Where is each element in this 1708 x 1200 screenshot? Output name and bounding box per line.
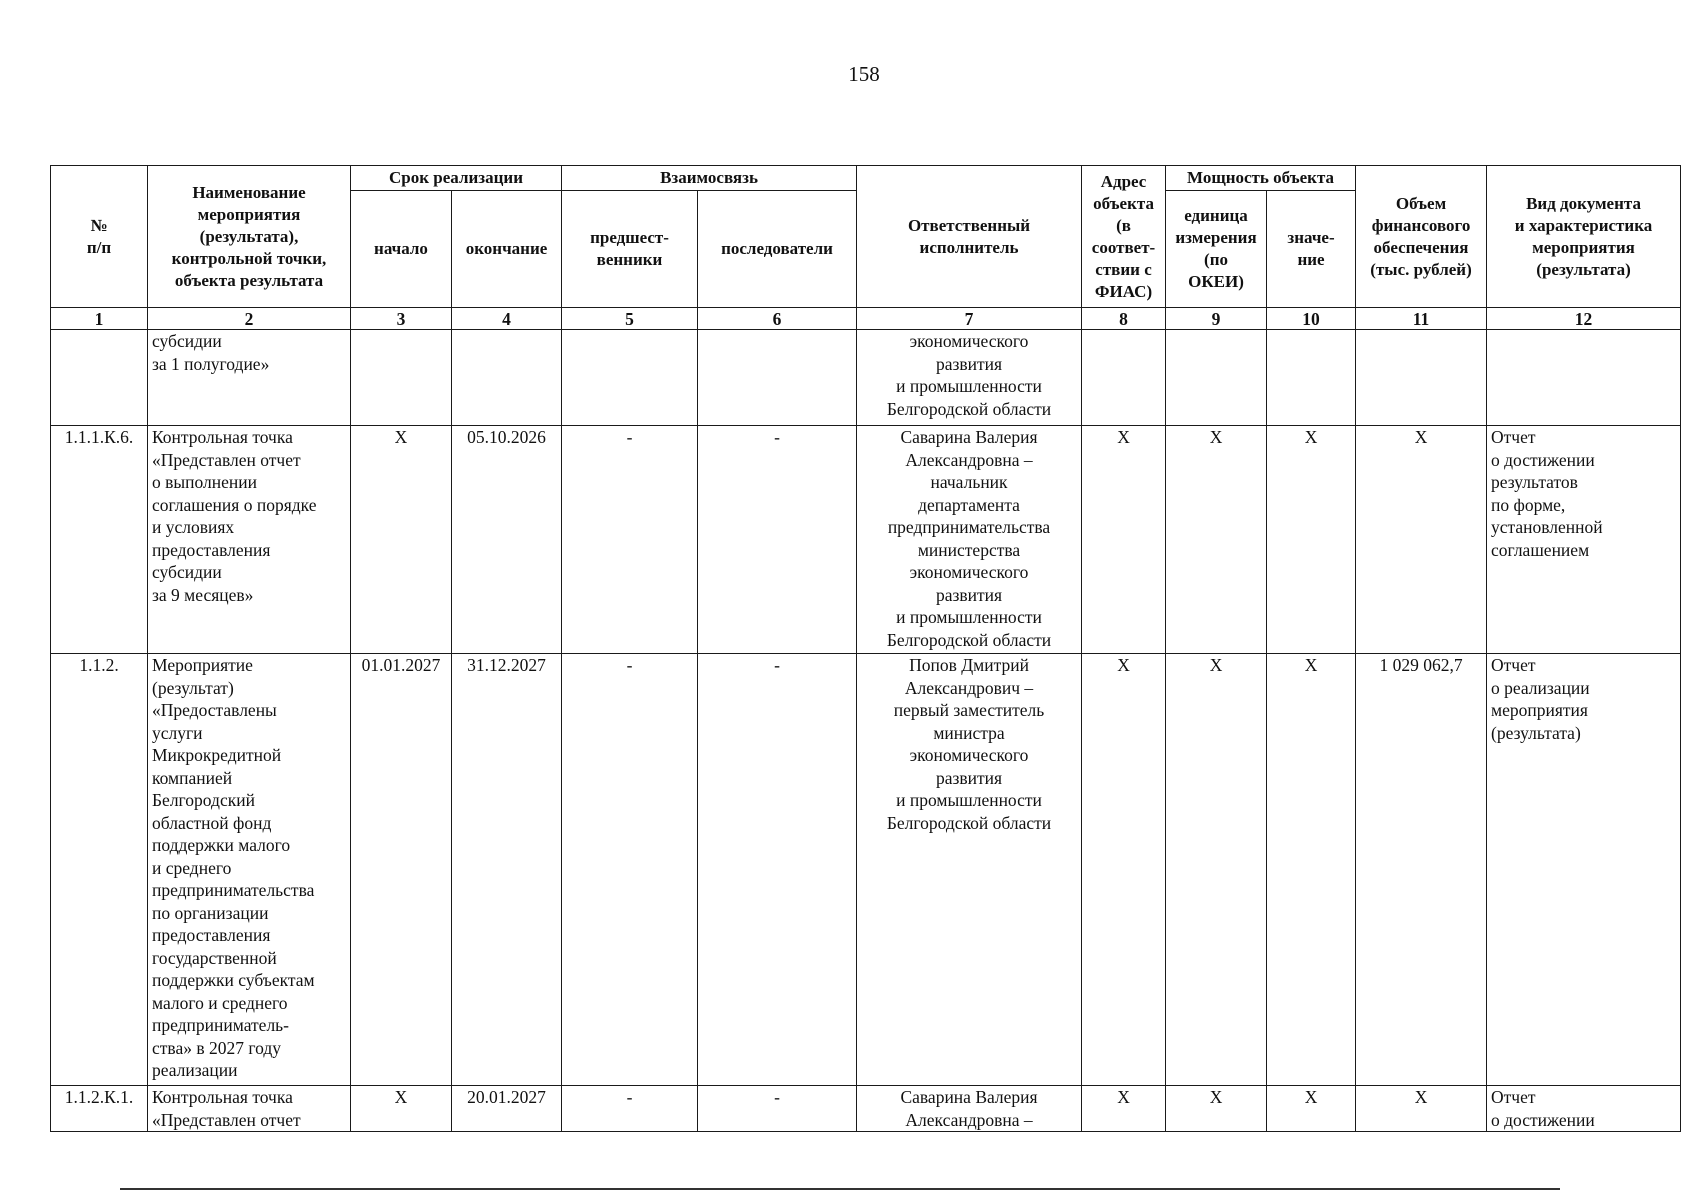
table-row xyxy=(51,330,1681,426)
row-address xyxy=(1082,330,1166,426)
row-predecessors xyxy=(562,330,698,426)
row-unit: X xyxy=(1166,1086,1267,1132)
row-successors: - xyxy=(698,1086,857,1132)
row-finance: 1 029 062,7 xyxy=(1356,654,1487,1086)
header-num: № п/п xyxy=(51,166,148,308)
row-name: Контрольная точка «Представлен отчет о выполнении соглашения о порядке и условиях предоставления субсидии за 9 месяцев» xyxy=(148,426,351,654)
row-num: 1.1.2.К.1. xyxy=(51,1086,148,1132)
row-predecessors: - xyxy=(562,654,698,1086)
row-start: X xyxy=(351,1086,452,1132)
row-address: X xyxy=(1082,1086,1166,1132)
header-predecessors: предшест- венники xyxy=(562,191,698,308)
row-num xyxy=(51,330,148,426)
row-num: 1.1.2. xyxy=(51,654,148,1086)
row-responsible: Саварина Валерия Александровна – xyxy=(857,1086,1082,1132)
header-responsible: Ответственный исполнитель xyxy=(857,166,1082,308)
column-number: 11 xyxy=(1356,308,1487,330)
header-end: окончание xyxy=(452,191,562,308)
row-value: X xyxy=(1267,1086,1356,1132)
row-value xyxy=(1267,330,1356,426)
column-number: 1 xyxy=(51,308,148,330)
header-unit: единица измерения (по ОКЕИ) xyxy=(1166,191,1267,308)
column-number: 10 xyxy=(1267,308,1356,330)
column-number: 12 xyxy=(1487,308,1681,330)
header-doc-type: Вид документа и характеристика мероприятия (результата) xyxy=(1487,166,1681,308)
row-unit: X xyxy=(1166,426,1267,654)
column-number: 3 xyxy=(351,308,452,330)
column-number: 9 xyxy=(1166,308,1267,330)
row-successors: - xyxy=(698,654,857,1086)
row-value: X xyxy=(1267,426,1356,654)
table-row xyxy=(51,426,1681,654)
plan-table-container xyxy=(50,165,1681,1132)
bottom-divider xyxy=(120,1188,1560,1190)
row-name: Мероприятие (результат) «Предоставлены услуги Микрокредитной компанией Белгородский областной фонд поддержки малого и среднего предпринимательства по организации предоставления государственной поддержки субъектам малого и среднего предприниматель- ства» в 2027 году реализации xyxy=(148,654,351,1086)
row-finance xyxy=(1356,330,1487,426)
row-address: X xyxy=(1082,426,1166,654)
row-doc: Отчет о достижении xyxy=(1487,1086,1681,1132)
row-end: 05.10.2026 xyxy=(452,426,562,654)
column-number: 5 xyxy=(562,308,698,330)
header-row-top xyxy=(51,166,1681,191)
row-value: X xyxy=(1267,654,1356,1086)
row-start: 01.01.2027 xyxy=(351,654,452,1086)
row-successors: - xyxy=(698,426,857,654)
header-name: Наименование мероприятия (результата), контрольной точки, объекта результата xyxy=(148,166,351,308)
row-responsible: Попов Дмитрий Александрович – первый заместитель министра экономического развития и промышленности Белгородской области xyxy=(857,654,1082,1086)
row-finance: X xyxy=(1356,426,1487,654)
row-predecessors: - xyxy=(562,1086,698,1132)
row-responsible: Саварина Валерия Александровна – начальник департамента предпринимательства министерства экономического развития и промышленности Белгородской области xyxy=(857,426,1082,654)
row-doc xyxy=(1487,330,1681,426)
row-predecessors: - xyxy=(562,426,698,654)
header-relation: Взаимосвязь xyxy=(562,166,857,191)
column-number: 7 xyxy=(857,308,1082,330)
column-number: 6 xyxy=(698,308,857,330)
row-end: 20.01.2027 xyxy=(452,1086,562,1132)
column-number: 8 xyxy=(1082,308,1166,330)
column-number: 4 xyxy=(452,308,562,330)
header-period: Срок реализации xyxy=(351,166,562,191)
header-successors: последователи xyxy=(698,191,857,308)
row-num: 1.1.1.К.6. xyxy=(51,426,148,654)
row-finance: X xyxy=(1356,1086,1487,1132)
row-start xyxy=(351,330,452,426)
row-unit: X xyxy=(1166,654,1267,1086)
row-address: X xyxy=(1082,654,1166,1086)
plan-table xyxy=(50,165,1681,1132)
row-name: субсидии за 1 полугодие» xyxy=(148,330,351,426)
row-start: X xyxy=(351,426,452,654)
row-doc: Отчет о реализации мероприятия (результата) xyxy=(1487,654,1681,1086)
row-end: 31.12.2027 xyxy=(452,654,562,1086)
table-row xyxy=(51,654,1681,1086)
row-end xyxy=(452,330,562,426)
row-successors xyxy=(698,330,857,426)
header-address: Адрес объекта (в соответ- ствии с ФИАС) xyxy=(1082,166,1166,308)
page-number: 158 xyxy=(848,62,880,86)
row-name: Контрольная точка «Представлен отчет xyxy=(148,1086,351,1132)
column-number: 2 xyxy=(148,308,351,330)
header-value: значе- ние xyxy=(1267,191,1356,308)
row-responsible: экономического развития и промышленности Белгородской области xyxy=(857,330,1082,426)
row-doc: Отчет о достижении результатов по форме, установленной соглашением xyxy=(1487,426,1681,654)
header-finance: Объем финансового обеспечения (тыс. рублей) xyxy=(1356,166,1487,308)
row-unit xyxy=(1166,330,1267,426)
column-number-row xyxy=(51,308,1681,330)
table-row xyxy=(51,1086,1681,1132)
header-start: начало xyxy=(351,191,452,308)
header-capacity: Мощность объекта xyxy=(1166,166,1356,191)
